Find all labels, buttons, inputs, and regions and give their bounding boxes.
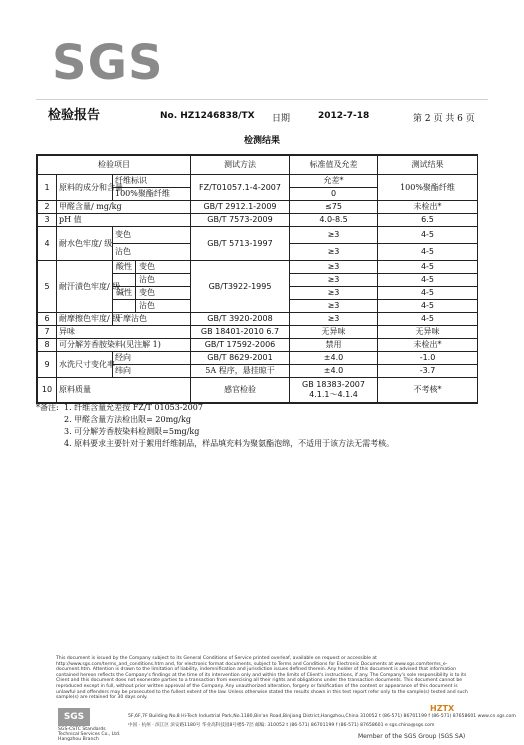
hztx-mark: HZTX <box>430 704 455 713</box>
header-result: 测试结果 <box>378 156 478 175</box>
date-label: 日期 <box>272 114 291 124</box>
table-row: 6 耐摩擦色牢度/ 级 干摩沾色 GB/T 3920-2008 ≥3 4-5 <box>38 313 478 326</box>
header-item: 检验项目 <box>38 156 191 175</box>
report-title: 检验报告 <box>48 108 101 123</box>
table-row: 5 耐汗渍色牢度/ 级 酸性 变色 GB/T3922-1995 ≥3 4-5 <box>38 261 478 274</box>
address-cn: 中国 · 杭州 · 滨江区 滨安路1180号 华业高科技园8号楼5-7层 邮编: 310052 t (86-571) 86701199 f (86-571) 87658601 e sgs.china@sgs.com <box>128 723 435 728</box>
table-row: 10 原料质量 感官检验 GB 18383-2007 4.1.1～4.1.4 不考核* <box>38 378 478 403</box>
header-method: 测试方法 <box>191 156 290 175</box>
report-number: No. HZ1246838/TX <box>160 111 255 121</box>
table-row: 2 甲醛含量/ mg/kg GB/T 2912.1-2009 ≤75 未检出* <box>38 201 478 214</box>
notes-label: *备注: <box>36 403 59 412</box>
footer-sgs-logo: SGS <box>58 708 90 726</box>
note-1: 1. 纤维含量允差按 FZ/T 01053-2007 <box>64 403 203 412</box>
header-divider <box>36 99 488 100</box>
member-text: Member of the SGS Group (SGS SA) <box>358 733 466 740</box>
results-table <box>36 154 478 404</box>
section-title: 检测结果 <box>243 136 280 146</box>
note-2: 2. 甲醛含量方法检出限= 20mg/kg <box>64 415 191 424</box>
table-row: 8 可分解芳香胺染料(见注解 1) GB/T 17592-2006 禁用 未检出* <box>38 339 478 352</box>
table-row: 4 耐水色牢度/ 级 变色 GB/T 5713-1997 ≥3 4-5 <box>38 227 478 244</box>
note-3: 3. 可分解芳香胺染料检测限=5mg/kg <box>64 427 200 436</box>
table-row: 1 原料的成分和含量 纤维标识 FZ/T01057.1-4-2007 允差* 100%聚酯纤维 <box>38 175 478 188</box>
table-row: 碱性 变色 ≥3 4-5 <box>38 287 478 300</box>
table-row: 纬向 5A 程序，悬挂晾干 ±4.0 -3.7 <box>38 365 478 378</box>
address-en: 5F,6F,7F Building No.8 Hi-Tech Industrial Park,No.1180,Bin'an Road,Binjiang District,Hangzhou,China 310052 t (86-571) 86701199 f (86-571) 87658601 www.cn.sgs.com <box>128 714 516 719</box>
note-4: 4. 原料要求主要针对于絮用纤维制品，样品填充料为聚氨酯泡绵，不适用于该方法无需考核。 <box>64 439 395 448</box>
report-date: 2012-7-18 <box>318 111 370 121</box>
table-header-row <box>38 156 478 175</box>
company-name: SGS-CSTC Standards Technical Services Co., Ltd. Hangzhou Branch <box>58 727 121 742</box>
table-row: 3 pH 值 GB/T 7573-2009 4.0-8.5 6.5 <box>38 214 478 227</box>
table-row: 100%聚酯纤维 0 <box>38 188 478 201</box>
table-row: 7 异味 GB 18401-2010 6.7 无异味 无异味 <box>38 326 478 339</box>
table-row: 沾色 ≥3 4-5 <box>38 244 478 261</box>
terms-text: This document is issued by the Company subject to its General Conditions of Service printed overleaf, available on request or accessible at http://www.sgs.com/terms_and_conditions.htm and, for electronic format documents, subject to Terms and Conditions for Electronic Documents at www.sgs.com/terms_e-document.htm. Attention is drawn to the limitation of liability, indemnification and jurisdiction issues defined therein. Any holder of this document is advised that information contained hereon reflects the Company's findings at the time of its intervention only and within the limits of Client's instructions, if any. The Company's sole responsibility is to its Client and this document does not exonerate parties to a transaction from exercising all their rights and obligations under the transaction documents. This document cannot be reproduced except in full, without prior written approval of the Company. Any unauthorized alteration, forgery or falsification of the content or appearance of this document is unlawful and offenders may be prosecuted to the fullest extent of the law. Unless otherwise stated the results shown in this test report refer only to the sample(s) tested and such sample(s) are retained for 30 days only. <box>56 656 468 701</box>
page-number: 第 2 页 共 6 页 <box>413 114 475 124</box>
logo-text: SGS <box>52 35 164 91</box>
sgs-logo <box>48 35 166 91</box>
header-standard: 标准值及允差 <box>290 156 378 175</box>
table-row: 沾色 ≥3 4-5 <box>38 274 478 287</box>
table-row: 沾色 ≥3 4-5 <box>38 300 478 313</box>
table-row: 9 水洗尺寸变化率 经向 GB/T 8629-2001 ±4.0 -1.0 <box>38 352 478 365</box>
